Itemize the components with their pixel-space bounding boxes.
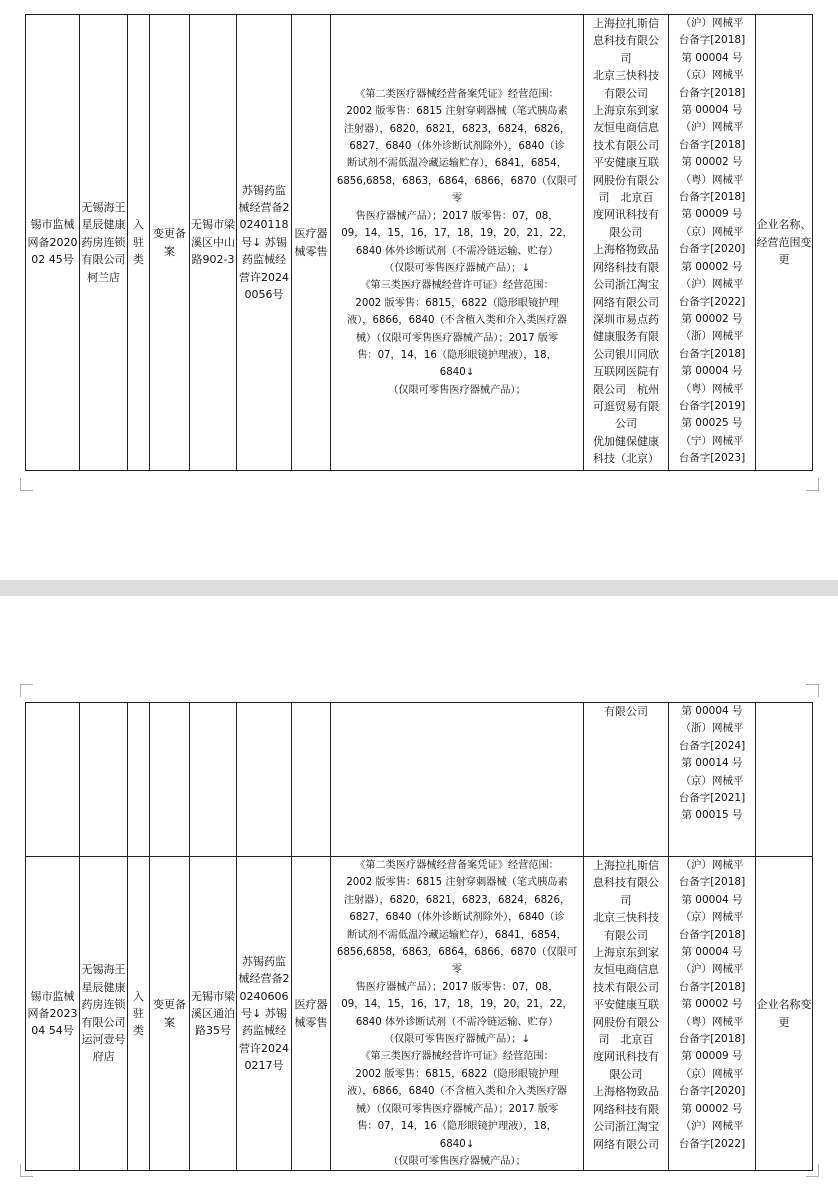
scope-line: 《第三类医疗器械经营许可证》经营范围： (360, 1051, 554, 1063)
platform-line: 息科技有限公 (593, 34, 659, 48)
platform-license-line: 台备字[2018] (678, 191, 746, 204)
platform-license-cell (669, 15, 756, 471)
scope-line: 2002 版零售：6815 注射穿刺器械（笔式胰岛素 (346, 106, 568, 118)
platform-line: 司 (620, 51, 632, 65)
platform-license-line: 第 00002 号 (681, 998, 743, 1011)
platform-line: 有限公司 (604, 86, 648, 100)
platform-license-line: （沪）网械平 (680, 278, 744, 291)
business-mode-cell: 医疗器械零售 (292, 15, 331, 471)
platform-line: 网股份有限公 (593, 1015, 659, 1029)
scope-line: 断试剂不需低温冷藏运输贮存），6841，6854， (347, 929, 567, 941)
scope-line: 售医疗器械产品）；2017 版零售：07，08， (355, 981, 559, 993)
scope-line: 6856,6858，6863，6864，6866，6870（仅限可零 (336, 175, 578, 205)
platform-name-cell (584, 857, 669, 1171)
platform-line: 互联网医院有 (593, 365, 659, 379)
page-corner-mark (806, 684, 819, 697)
platform-line: 公司 (615, 417, 637, 431)
platform-license-line: 第 00025 号 (681, 417, 743, 430)
platform-license-line: （京）网械平 (680, 69, 744, 82)
change-content-cell: 企业名称、经营范围变更 (756, 15, 813, 471)
platform-license-line: 台备字[2018] (678, 138, 746, 151)
platform-license-cell (669, 857, 756, 1171)
platform-line: 技术有限公司 (593, 138, 659, 152)
platform-line: 上海京东到家 (593, 946, 659, 960)
platform-line: 公司银川同欣 (593, 347, 659, 361)
platform-type-cell: 入驻类 (128, 15, 150, 471)
scope-line: 液），6866，6840（不含植入类和介入类医疗器 (347, 315, 567, 327)
platform-license-line: 第 00004 号 (681, 365, 743, 378)
platform-line: 有限公司 (604, 705, 648, 718)
scope-line: 注射器），6820，6821，6823，6824，6826， (343, 123, 571, 135)
platform-line: 司 北京百 (598, 1033, 654, 1047)
platform-license-line: 台备字[2019] (678, 399, 746, 412)
scope-line: 6840↓ (439, 367, 475, 379)
change-type-cell: 变更备案 (150, 15, 190, 471)
platform-license-line: 第 00002 号 (681, 156, 743, 169)
table-row (26, 703, 813, 857)
platform-line: 限公司 (609, 225, 643, 239)
scope-line: 09，14，15，16，17，18，19，20，21，22， (341, 228, 573, 240)
platform-license-line: 第 00004 号 (681, 893, 743, 906)
platform-line: 限公司 (609, 1067, 643, 1081)
platform-line: 度网讯科技有 (593, 208, 659, 222)
platform-license-line: 第 00002 号 (681, 1102, 743, 1115)
scope-line: 2002 版零售：6815 注射穿刺器械（笔式胰岛素 (346, 877, 568, 889)
scope-line: 09，14，15，16，17，18，19，20，21，22， (341, 999, 573, 1011)
platform-line: 深圳市易点药 (593, 312, 659, 326)
platform-line: 公司浙江淘宝 (593, 278, 659, 292)
scope-line: 械）（仅限可零售医疗器械产品）；2017 版零 (355, 1103, 559, 1115)
platform-line: 平安健康互联 (593, 998, 659, 1012)
scope-line: 液），6866，6840（不含植入类和介入类医疗器 (347, 1086, 567, 1098)
platform-license-line: （沪）网械平 (680, 1120, 744, 1133)
platform-license-line: 第 00002 号 (681, 260, 743, 273)
platform-license-line: （沪）网械平 (680, 17, 744, 29)
platform-name-cell (584, 703, 669, 857)
company-name-cell: 无锡海王星辰健康药房连锁有限公司柯兰店 (80, 15, 128, 471)
scope-line: 断试剂不需低温冷藏运输贮存），6841，6854， (347, 158, 567, 170)
document-page-1 (0, 0, 838, 580)
scope-line: 《第三类医疗器械经营许可证》经营范围： (360, 280, 554, 292)
platform-license-line: 台备字[2018] (678, 34, 746, 47)
platform-line: 限公司 杭州 (593, 382, 659, 396)
platform-line: 上海拉扎斯信 (593, 17, 659, 30)
scope-line: 售：07，14，16（隐形眼镜护理液），18， (357, 1121, 557, 1133)
scope-line: 注射器），6820，6821，6823，6824，6826， (343, 894, 571, 906)
platform-line: 平安健康互联 (593, 156, 659, 170)
platform-license-line: 第 00009 号 (681, 1050, 743, 1063)
platform-license-line: 台备字[2020] (678, 243, 746, 256)
platform-type-cell: 入驻类 (128, 857, 150, 1171)
platform-license-line: 台备字[2022] (678, 1137, 746, 1150)
platform-line: 网络有限公司 (593, 1137, 659, 1151)
platform-license-line: 台备字[2018] (678, 1033, 746, 1046)
platform-license-line: （京）网械平 (680, 1067, 744, 1080)
table-row (26, 857, 813, 1171)
business-scope-cell (331, 857, 584, 1171)
platform-license-line: （浙）网械平 (680, 330, 744, 343)
platform-license-line: （京）网械平 (680, 911, 744, 924)
platform-license-line: （沪）网械平 (680, 121, 744, 134)
scope-line: 6840 体外诊断试剂（不需冷链运输、贮存） (355, 245, 559, 257)
record-number-cell: 锡市监械网备202304 54号 (26, 857, 80, 1171)
platform-license-line: 台备字[2018] (678, 347, 746, 360)
scope-line: 《第二类医疗器械经营备案凭证》经营范围： (355, 860, 559, 871)
address-cell: 无锡市梁溪区通泊路35号 (190, 857, 237, 1171)
platform-license-line: （粤）网械平 (680, 382, 744, 395)
platform-line: 有限公司 (604, 928, 648, 942)
change-content-cell: 企业名称变更 (756, 857, 813, 1171)
platform-license-line: （沪）网械平 (680, 859, 744, 871)
platform-line: 友恒电商信息 (593, 963, 659, 977)
scope-line: 6840↓ (439, 1138, 475, 1150)
platform-license-line: 台备字[2024] (678, 739, 746, 752)
scope-line: 6840 体外诊断试剂（不需冷链运输、贮存） (355, 1016, 559, 1028)
scope-line: （仅限可零售医疗器械产品）； (388, 384, 526, 396)
platform-line: 上海京东到家 (593, 104, 659, 118)
document-page-2 (0, 596, 838, 1190)
platform-name-cell (584, 15, 669, 471)
record-number-cell: 锡市监械网备202002 45号 (26, 15, 80, 471)
platform-license-line: （浙）网械平 (680, 722, 744, 735)
platform-line: 司 北京百 (598, 191, 654, 205)
platform-license-line: 第 00004 号 (681, 946, 743, 959)
platform-license-line: 台备字[2021] (678, 792, 746, 805)
platform-line: 网股份有限公 (593, 173, 659, 187)
platform-line: 司 (620, 893, 632, 907)
platform-license-line: 第 00002 号 (681, 312, 743, 325)
platform-line: 网络有限公司 (593, 295, 659, 309)
platform-line: 北京三快科技 (593, 911, 659, 925)
platform-license-line: 台备字[2023] (678, 452, 746, 465)
platform-license-line: 第 00004 号 (681, 51, 743, 64)
scope-line: 械）（仅限可零售医疗器械产品）；2017 版零 (355, 332, 559, 344)
company-name-cell: 无锡海王星辰健康药房连锁有限公司运河壹号府店 (80, 857, 128, 1171)
platform-line: 可逛贸易有限 (593, 399, 659, 413)
platform-license-line: （京）网械平 (680, 225, 744, 238)
platform-license-line: 第 00015 号 (681, 809, 743, 822)
license-cell: 苏锡药监械经营备20240606号↓ 苏锡药监械经营许20240217号 (237, 857, 292, 1171)
platform-line: 网络科技有限 (593, 260, 659, 274)
platform-license-line: 台备字[2018] (678, 980, 746, 993)
scope-line: （仅限可零售医疗器械产品）； (388, 1155, 526, 1167)
scope-line: 《第二类医疗器械经营备案凭证》经营范围： (355, 88, 559, 100)
platform-line: 优加健保健康 (593, 434, 659, 448)
platform-license-line: 台备字[2018] (678, 876, 746, 889)
scope-line: 售：07，14，16（隐形眼镜护理液），18， (357, 349, 557, 361)
business-mode-cell: 医疗器械零售 (292, 857, 331, 1171)
platform-license-line: 台备字[2018] (678, 928, 746, 941)
address-cell: 无锡市梁溪区中山路902-3 (190, 15, 237, 471)
scope-line: 6856,6858，6863，6864，6866，6870（仅限可零 (336, 947, 578, 976)
record-table (25, 14, 813, 471)
platform-license-line: 台备字[2020] (678, 1085, 746, 1098)
platform-line: 度网讯科技有 (593, 1050, 659, 1064)
scope-line: 售医疗器械产品）；2017 版零售：07，08， (355, 210, 559, 222)
page-gap (0, 580, 838, 596)
platform-line: 技术有限公司 (593, 980, 659, 994)
platform-line: 网络科技有限 (593, 1102, 659, 1116)
platform-line: 息科技有限公 (593, 876, 659, 890)
platform-license-line: （沪）网械平 (680, 963, 744, 976)
platform-line: 上海格物致品 (593, 1085, 659, 1099)
platform-line: 科技（北京） (593, 452, 659, 466)
scope-line: 6827，6840（体外诊断试剂除外），6840（诊 (349, 141, 565, 153)
platform-license-line: 第 00004 号 (681, 104, 743, 117)
platform-line: 上海拉扎斯信 (593, 859, 659, 872)
platform-line: 友恒电商信息 (593, 121, 659, 135)
platform-license-line: 第 00004 号 (681, 705, 743, 717)
scope-line: （仅限可零售医疗器械产品）；↓ (383, 1034, 531, 1046)
page-corner-mark (806, 478, 819, 491)
scope-line: 2002 版零售：6815，6822（隐形眼镜护理 (355, 1068, 559, 1080)
record-table-continued (25, 702, 813, 1171)
platform-license-line: （粤）网械平 (680, 173, 744, 186)
scope-line: 6827，6840（体外诊断试剂除外），6840（诊 (349, 912, 565, 924)
platform-line: 北京三快科技 (593, 69, 659, 83)
platform-license-line: （京）网械平 (680, 774, 744, 787)
platform-license-line: （粤）网械平 (680, 1015, 744, 1028)
business-scope-cell (331, 15, 584, 471)
page-corner-mark (20, 684, 33, 697)
license-cell: 苏锡药监械经营备20240118号↓ 苏锡药监械经营许20240056号 (237, 15, 292, 471)
platform-line: 公司浙江淘宝 (593, 1120, 659, 1134)
platform-line: 上海格物致品 (593, 243, 659, 257)
change-type-cell: 变更备案 (150, 857, 190, 1171)
scope-line: 2002 版零售：6815，6822（隐形眼镜护理 (355, 297, 559, 309)
platform-license-line: 台备字[2022] (678, 295, 746, 308)
page-corner-mark (20, 478, 33, 491)
platform-license-line: 第 00014 号 (681, 757, 743, 770)
table-row (26, 15, 813, 471)
platform-license-cell (669, 703, 756, 857)
platform-license-line: （宁）网械平 (680, 434, 744, 447)
platform-line: 健康服务有限 (593, 330, 659, 344)
platform-license-line: 第 00009 号 (681, 208, 743, 221)
scope-line: （仅限可零售医疗器械产品）；↓ (383, 262, 531, 274)
platform-license-line: 台备字[2018] (678, 86, 746, 99)
